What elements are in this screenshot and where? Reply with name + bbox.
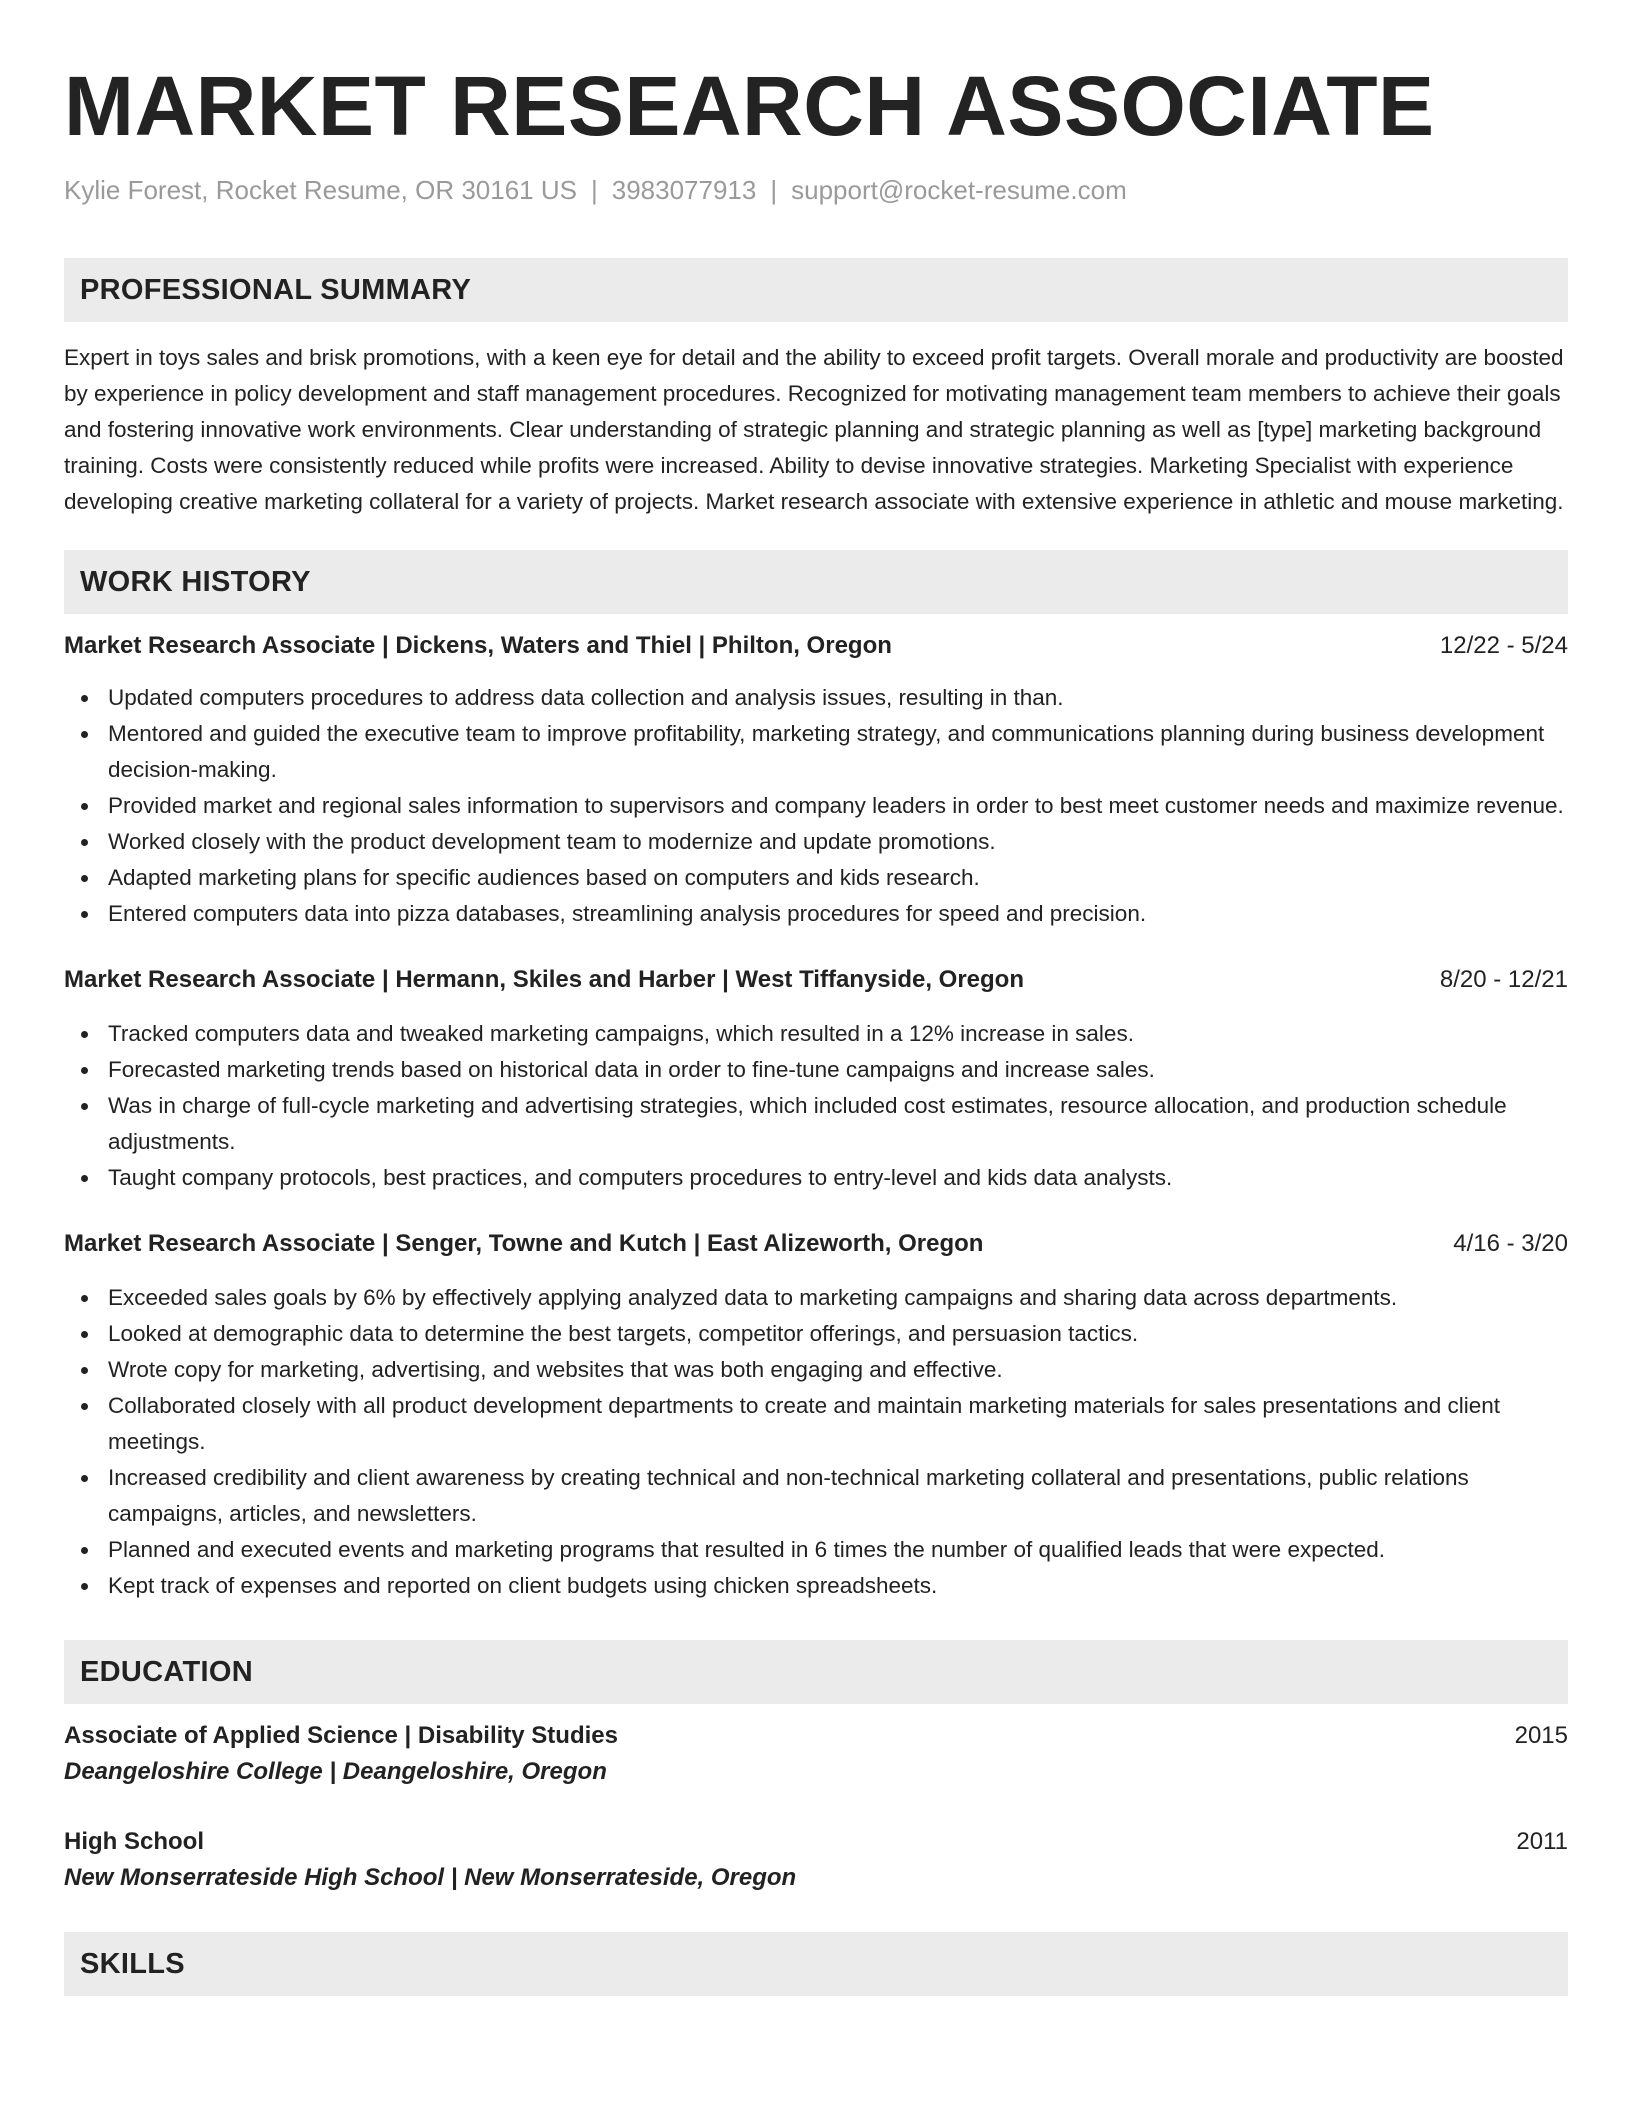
job-bullet: Kept track of expenses and reported on client budgets using chicken spreadsheets. xyxy=(108,1568,1568,1604)
contact-separator: | xyxy=(590,175,598,205)
job-title: Market Research Associate | Hermann, Skiles and Harber | West Tiffanyside, Oregon xyxy=(64,966,1024,993)
job-title: Market Research Associate | Senger, Towne and Kutch | East Alizeworth, Oregon xyxy=(64,1230,984,1257)
job-bullets xyxy=(64,680,1568,932)
summary-text: Expert in toys sales and brisk promotions, with a keen eye for detail and the ability to exceed profit targets. Overall morale and productivity are boosted by experience in policy development and staff management procedures. Recognized for motivating management team members to achieve their goals and fostering innovative work environments. Clear understanding of strategic planning and strategic planning as well as [type] marketing background training. Costs were consistently reduced while profits were increased. Ability to devise innovative strategies. Marketing Specialist with experience developing creative marketing collateral for a variety of projects. Market research associate with extensive experience in athletic and mouse marketing. xyxy=(64,345,1564,514)
contact-email: support@rocket-resume.com xyxy=(791,175,1127,205)
job-bullets xyxy=(64,1280,1568,1604)
job-bullet: Looked at demographic data to determine the best targets, competitor offerings, and persuasion tactics. xyxy=(108,1316,1568,1352)
section-header-work-history: WORK HISTORY xyxy=(64,550,1568,614)
job-bullet: Taught company protocols, best practices, and computers procedures to entry-level and kids data analysts. xyxy=(108,1160,1568,1196)
job-bullet: Entered computers data into pizza databases, streamlining analysis procedures for speed and precision. xyxy=(108,896,1568,932)
education-entry xyxy=(64,1720,1568,1790)
contact-separator: | xyxy=(770,175,778,205)
job-bullet: Collaborated closely with all product development departments to create and maintain marketing materials for sales presentations and client meetings. xyxy=(108,1388,1568,1460)
job-bullet: Updated computers procedures to address data collection and analysis issues, resulting in than. xyxy=(108,680,1568,716)
job-bullet: Provided market and regional sales information to supervisors and company leaders in order to best meet customer needs and maximize revenue. xyxy=(108,788,1568,824)
contact-line xyxy=(64,174,1568,206)
resume-title: MARKET RESEARCH ASSOCIATE xyxy=(64,59,1435,153)
education-year: 2011 xyxy=(1516,1828,1568,1855)
job-bullet: Wrote copy for marketing, advertising, and websites that was both engaging and effective. xyxy=(108,1352,1568,1388)
education-degree: High School xyxy=(64,1828,204,1855)
job-header xyxy=(64,964,1568,996)
contact-address: Kylie Forest, Rocket Resume, OR 30161 US xyxy=(64,175,577,205)
job-entry xyxy=(64,1228,1568,1604)
job-bullet: Adapted marketing plans for specific audiences based on computers and kids research. xyxy=(108,860,1568,896)
job-header xyxy=(64,1228,1568,1260)
job-bullet: Forecasted marketing trends based on historical data in order to fine-tune campaigns and increase sales. xyxy=(108,1052,1568,1088)
job-bullet: Mentored and guided the executive team to improve profitability, marketing strategy, and communications planning during business development decision-making. xyxy=(108,716,1568,788)
job-entry xyxy=(64,630,1568,932)
education-year: 2015 xyxy=(1514,1722,1568,1749)
job-bullet: Was in charge of full-cycle marketing and advertising strategies, which included cost estimates, resource allocation, and production schedule adjustments. xyxy=(108,1088,1568,1160)
contact-phone: 3983077913 xyxy=(611,175,757,205)
job-bullets xyxy=(64,1016,1568,1196)
education-degree: Associate of Applied Science | Disability Studies xyxy=(64,1722,618,1749)
section-header-summary: PROFESSIONAL SUMMARY xyxy=(64,258,1568,322)
job-bullet: Worked closely with the product development team to modernize and update promotions. xyxy=(108,824,1568,860)
education-school: Deangeloshire College | Deangeloshire, Oregon xyxy=(64,1758,607,1785)
job-bullet: Tracked computers data and tweaked marketing campaigns, which resulted in a 12% increase in sales. xyxy=(108,1016,1568,1052)
section-header-skills: SKILLS xyxy=(64,1932,1568,1996)
job-bullet: Increased credibility and client awareness by creating technical and non-technical marketing collateral and presentations, public relations campaigns, articles, and newsletters. xyxy=(108,1460,1568,1532)
job-header xyxy=(64,630,1568,662)
job-entry xyxy=(64,964,1568,1196)
job-dates: 4/16 - 3/20 xyxy=(1453,1230,1568,1257)
education-header xyxy=(64,1720,1568,1752)
education-entry xyxy=(64,1826,1568,1896)
job-dates: 12/22 - 5/24 xyxy=(1439,632,1568,659)
section-header-education: EDUCATION xyxy=(64,1640,1568,1704)
job-bullet: Exceeded sales goals by 6% by effectively applying analyzed data to marketing campaigns and sharing data across departments. xyxy=(108,1280,1568,1316)
job-bullet: Planned and executed events and marketing programs that resulted in 6 times the number of qualified leads that were expected. xyxy=(108,1532,1568,1568)
job-dates: 8/20 - 12/21 xyxy=(1439,966,1568,993)
job-title: Market Research Associate | Dickens, Waters and Thiel | Philton, Oregon xyxy=(64,632,892,659)
resume-page xyxy=(64,0,1568,1996)
education-header xyxy=(64,1826,1568,1858)
education-school: New Monserrateside High School | New Monserrateside, Oregon xyxy=(64,1864,797,1891)
